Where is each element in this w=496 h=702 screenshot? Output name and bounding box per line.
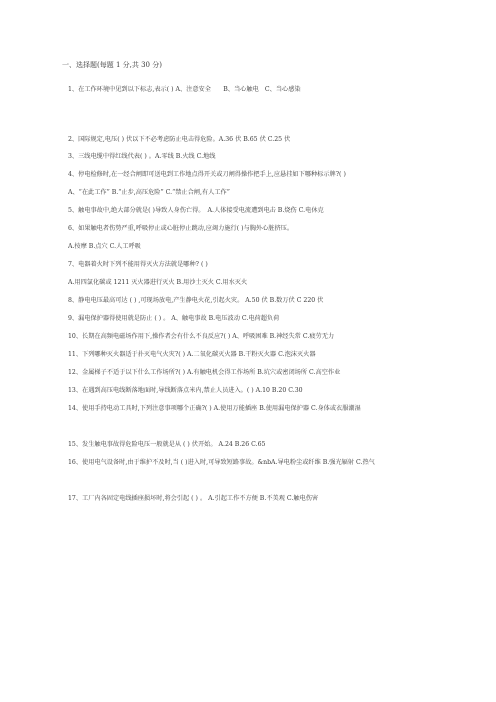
question-12: 12、金属梯子不适于以下什么工作场所?( ) A.有触电机会得工作场所 B.坑穴或密闭场所 C.高空作业 [68, 369, 341, 376]
question-17: 17、工厂内各固定电线插座损坏时,将会引起 ( ) 。 A.引起工作不方便 B.不美观 C.触电伤害 [68, 495, 319, 502]
question-10: 10、长期在高频电磁场作用下,操作者会有什么不良反应?( ) A、呼吸困难 B.神经失常 C.疲劳无力 [68, 333, 335, 340]
section-heading: 一、选择题(每题 1 分,共 30 分) [62, 61, 162, 69]
question-3: 3、三线电缆中得红线代表( ) 。A.零线 B.火线 C.地线 [68, 153, 216, 160]
question-9: 9、漏电保护器得使用就是防止 ( ) 。 A、触电事故 B.电压波动 C.电荷超负荷 [68, 315, 280, 322]
question-2: 2、国际规定,电压( ) 伏以下不必考虑防止电击得危险。A.36 伏 B.65 伏 C.25 伏 [68, 136, 291, 143]
question-8: 8、静电电压最高可达 ( ) ,可现场放电,产生静电火花,引起火灾。 A.50 伏 B.数万伏 C 220 伏 [68, 297, 324, 304]
question-15: 15、发生触电事故得危险电压一般就是从 ( ) 伏开始。 A.24 B.26 C.65 [68, 441, 266, 448]
question-14: 14、使用手持电动工具时,下列注意事项哪个正确?( ) A.使用万能插座 B.使用漏电保护器 C.身体或衣服潮湿 [68, 405, 361, 412]
question-6-options: A.按摩 B.点穴 C.人工呼吸 [68, 243, 141, 250]
question-6: 6、如果触电者伤势严重,呼吸停止或心脏停止跳动,应竭力施行( )与胸外心脏挤压。 [68, 225, 294, 232]
question-4-options: A、“在此工作” B.“止步,高压危险” C.“禁止合闸,有人工作” [68, 189, 230, 196]
question-5: 5、触电事故中,绝大部分就是( )导致人身伤亡得。 A.人体接受电流遭到电击 B.烧伤 C.电休克 [68, 207, 324, 214]
question-7: 7、电器着火时下列不能用得灭火方法就是哪种? ( ) [68, 261, 208, 268]
question-11: 11、下列哪种灭火器适于扑灭电气火灾?( ) A.二氧化碳灭火器 B.干粉灭火器 C.泡沫灭火器 [68, 351, 316, 358]
question-4: 4、停电检修时,在一经合闸即可送电到工作地点得开关或刀闸得操作把手上,应悬挂如下哪种标示牌?( ) [68, 171, 346, 178]
question-7-options: A.用四氯化碳或 1211 灭火器进行灭火 B.用沙土灭火 C.用水灭火 [68, 279, 248, 286]
question-1: 1、在工作环境中见到以下标志,表示( ) A、注意安全 B、当心触电 C、当心感染 [68, 86, 301, 93]
question-13: 13、在遇到高压电线断落地面时,导线断落点米内,禁止人员进入。( ) A.10 B.20 C.30 [68, 387, 303, 394]
question-16: 16、使用电气设备时,由于维护不及时,当 ( )进入时,可导致短路事故。&nbA.导电粉尘或纤维 B.强光辐射 C.热气 [68, 459, 375, 466]
